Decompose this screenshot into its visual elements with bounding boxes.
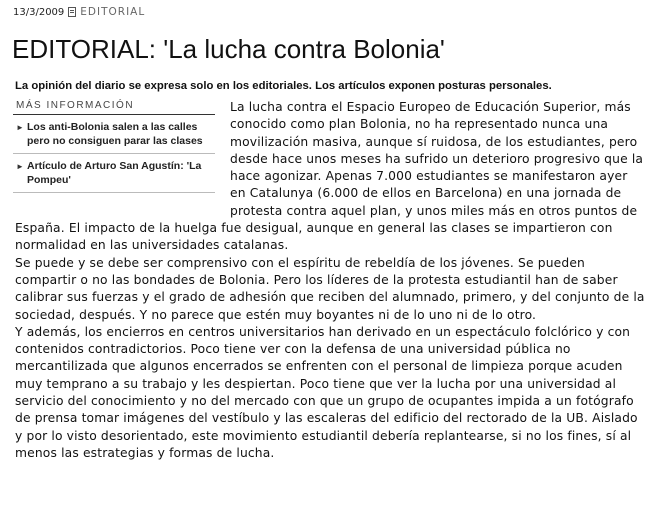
article-paragraph: Y además, los encierros en centros universitarios han derivado en un espectáculo folclórico y con contenidos contradictorios. Poco tiene ver con la defensa de una universidad pública no mercantilizada que algunos encerrados se enfrenten con el personal de limpieza porque acuden muy temprano a su trabajo y les despiertan. Poco tiene que ver la lucha por una universidad al servicio del conocimiento y no del mercado con que un grupo de ocupantes impida a un fotógrafo de prensa tomar imágenes del vestíbulo y las escaleras del edificio del rectorado de la UB. Aislado y por lo visto desorientado, este movimiento estudiantil debería replantearse, si no los fines, sí al menos las estrategias y formas de lucha. [15, 324, 638, 460]
section-link[interactable]: EDITORIAL [80, 6, 146, 18]
related-link[interactable]: Los anti-Bolonia salen a las calles pero no consiguen parar las clases [27, 121, 203, 147]
related-link[interactable]: Artículo de Arturo San Agustín: 'La Pompeu' [27, 160, 202, 186]
document-icon [68, 7, 76, 17]
opinion-disclaimer: La opinión del diario se expresa solo en los editoriales. Los artículos exponen posturas personales. [15, 80, 552, 92]
article-paragraph: Se puede y se debe ser comprensivo con el espíritu de rebeldía de los jóvenes. Se pueden compartir o no las bondades de Bolonia. Pero los líderes de la protesta estudiantil han de saber calibrar sus fuerzas y el grado de adhesión que reciben del alumnado, primero, y del conjunto de la sociedad, después. Y no parece que estén muy boyantes ni de lo uno ni de lo otro. [15, 255, 645, 322]
article-paragraph: La lucha contra el Espacio Europeo de Educación Superior, más conocido como plan Bolonia, no ha representado nunca una movilización masiva, aunque sí ruidosa, de los estudiantes, pero desde hace unos meses ha sufrido un deterioro progresivo que la hace agonizar. Apenas 7.000 estudiantes se manifestaron ayer en Catalunya (6.000 de ellos en Barcelona) en una jornada de protesta contra aquel plan, y unos miles más en otros puntos de España. El impacto de la huelga fue desigual, aunque en general las clases se impartieron con normalidad en las universidades catalanas. [15, 100, 644, 253]
arrow-bullet-icon: ► [16, 162, 24, 171]
page-title: EDITORIAL: 'La lucha contra Bolonia' [12, 34, 445, 64]
related-heading: MÁS INFORMACIÓN [13, 98, 215, 115]
arrow-bullet-icon: ► [16, 123, 24, 132]
article-body [15, 99, 645, 462]
article-meta [13, 6, 145, 18]
publish-date: 13/3/2009 [13, 6, 65, 18]
